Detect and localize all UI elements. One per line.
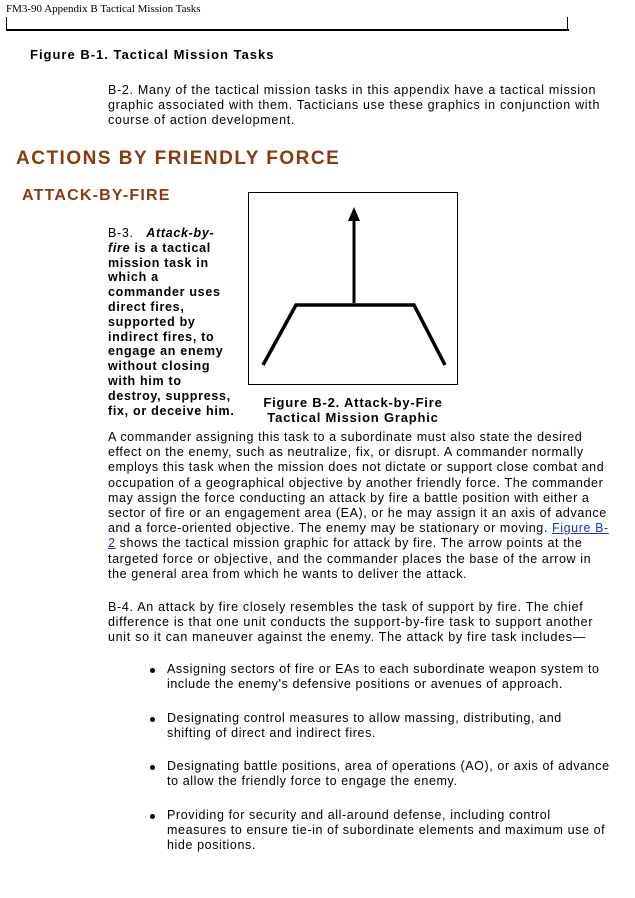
section-heading: ACTIONS BY FRIENDLY FORCE	[16, 148, 341, 169]
list-item	[150, 808, 610, 854]
list-item-text: Assigning sectors of fire or EAs to each subordinate weapon system to include the enemy's defensive positions or avenues of approach.	[167, 662, 600, 692]
list-item	[150, 711, 610, 742]
list-item	[150, 759, 610, 790]
b3-text-after-link: shows the tactical mission graphic for attack by fire. The arrow points at the targeted force or objective, and the commander places the base of the arrow in the general area from which he wants to deliver the attack.	[108, 536, 592, 581]
paragraph-b3-body	[108, 430, 613, 582]
list-item-text: Providing for security and all-around defense, including control measures to ensure tie-in of subordinate elements and maximum use of hide positions.	[167, 807, 606, 853]
arrow-head	[348, 207, 360, 221]
bullet-icon	[150, 814, 155, 819]
b3-text-before-link: A commander assigning this task to a subordinate must also state the desired effect on the enemy, such as neutralize, fix, or disrupt. A commander normally employs this task when the mission does not dictate or support close combat and occupation of a geographical objective by another friendly force. The commander may assign the force conducting an attack by fire a battle position with either a sector of fire or an engagement area (EA), or he may assign it an axis of advance and a force-oriented objective. The enemy may be stationary or moving.	[108, 430, 607, 536]
running-head: FM3-90 Appendix B Tactical Mission Tasks	[6, 3, 201, 15]
bullet-icon	[150, 765, 155, 770]
paragraph-b4: B-4. An attack by fire closely resembles the task of support by fire. The chief difference is that one unit conducts the support-by-fire task to support another unit so it can maneuver against the enemy. The attack by fire task includes—	[108, 600, 594, 644]
attack-by-fire-task-list	[150, 662, 610, 872]
term-attack-by-fire: Attack-by-fire	[108, 226, 215, 255]
list-item	[150, 662, 610, 693]
paragraph-number: B-3.	[108, 226, 134, 240]
figure-b2-caption: Figure B-2. Attack-by-Fire Tactical Mission Graphic	[263, 395, 443, 425]
paragraph-b2: B-2. Many of the tactical mission tasks in this appendix have a tactical mission graphic associated with them. Tacticians use these graphics in conjunction with course of action development.	[108, 83, 601, 127]
figure-b1-title: Figure B-1. Tactical Mission Tasks	[30, 47, 275, 62]
subsection-heading: ATTACK-BY-FIRE	[22, 187, 171, 204]
list-item-text: Designating battle positions, area of operations (AO), or axis of advance to allow the friendly force to engage the enemy.	[167, 759, 610, 789]
list-item-text: Designating control measures to allow massing, distributing, and shifting of direct and indirect fires.	[167, 710, 562, 740]
header-rule-left	[6, 17, 7, 29]
paragraph-b3-definition	[108, 226, 236, 418]
header-rule-right	[567, 17, 568, 30]
header-rule	[6, 29, 569, 31]
attack-by-fire-symbol	[249, 193, 457, 384]
bullet-icon	[150, 668, 155, 673]
attack-by-fire-graphic	[248, 192, 458, 385]
bullet-icon	[150, 717, 155, 722]
figure-b2-link[interactable]: Figure B-2	[108, 521, 609, 551]
definition-text: is a tactical mission task in which a commander uses direct fires, supported by indirect fires, to engage an enemy without closing with him to destroy, suppress, fix, or deceive him.	[108, 240, 235, 418]
base-bracket	[263, 305, 445, 365]
